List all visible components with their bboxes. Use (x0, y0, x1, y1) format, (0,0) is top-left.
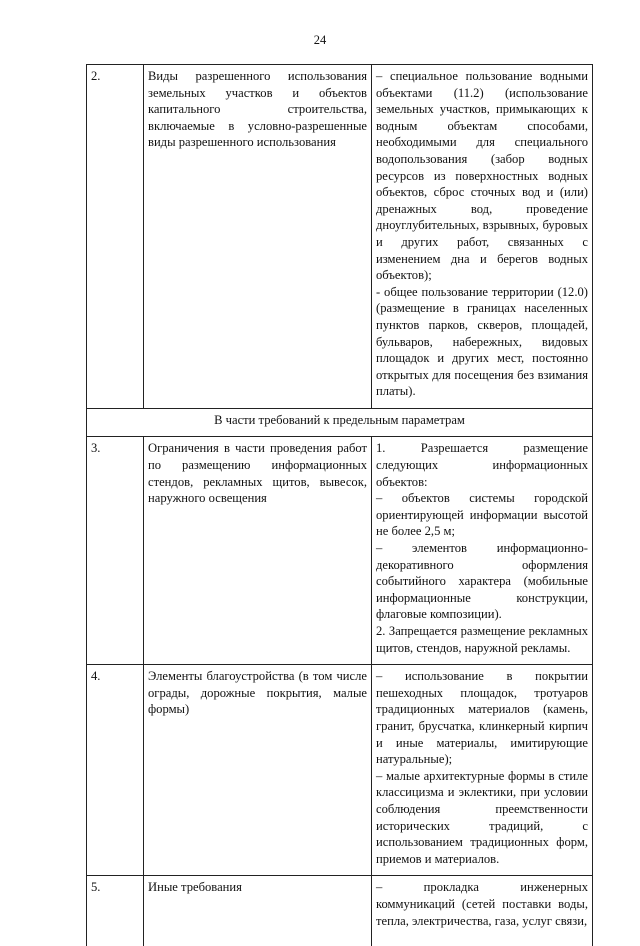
row-number: 3. (87, 437, 144, 665)
description-paragraph: – малые архитектурные формы в стиле классицизма и эклектики, при условии соблюдения преемственности исторических традиций, с использованием традиционных форм, приемов и материалов. (376, 768, 588, 866)
requirements-table (86, 64, 593, 946)
section-header-row (87, 408, 593, 437)
description-paragraph: 1. Разрешается размещение следующих информационных объектов: (376, 441, 588, 489)
table-row (87, 437, 593, 665)
page-number: 24 (313, 33, 327, 47)
requirement-description (372, 665, 593, 876)
requirement-description (372, 876, 593, 946)
description-paragraph: – специальное пользование водными объектами (11.2) (использование земельных участков, примыкающих к водным объектам способами, необходимыми для специального водопользования (забор водных ресурсов из поверхностных водных объектов, сброс сточных вод и (или) дренажных вод, проведение дноуглубительных, взрывных, буровых и других работ, связанных с изменением дна и берегов водных объектов); (376, 69, 588, 283)
requirement-name: Иные требования (144, 876, 372, 946)
description-paragraph: - общее пользование территории (12.0) (размещение в границах населенных пунктов парков, скверов, площадей, бульваров, набережных, видовых площадок и других мест, постоянно открытых для посещения без взимания платы). (376, 284, 588, 399)
description-paragraph: – использование в покрытии пешеходных площадок, тротуаров традиционных материалов (камень, гранит, брусчатка, клинкерный кирпич и иные материалы, имитирующие натуральные); (376, 669, 588, 767)
table-row (87, 665, 593, 876)
requirement-description (372, 437, 593, 665)
description-paragraph: – прокладка инженерных коммуникаций (сетей поставки воды, тепла, электричества, газа, услуг связи, (376, 880, 588, 928)
requirement-name: Элементы благоустройства (в том числе ограды, дорожные покрытия, малые формы) (144, 665, 372, 876)
row-number: 2. (87, 65, 144, 409)
description-paragraph: – объектов системы городской ориентирующей информации высотой не более 2,5 м; (376, 491, 588, 539)
table-row (87, 65, 593, 409)
row-number: 4. (87, 665, 144, 876)
section-header: В части требований к предельным параметрам (87, 408, 593, 437)
requirement-description (372, 65, 593, 409)
description-paragraph: – элементов информационно-декоративного оформления событийного характера (мобильные информационные конструкции, флаговые композиции). (376, 541, 588, 622)
table-row (87, 876, 593, 946)
row-number: 5. (87, 876, 144, 946)
description-paragraph: 2. Запрещается размещение рекламных щитов, стендов, наружной рекламы. (376, 624, 588, 655)
requirement-name: Виды разрешенного использования земельных участков и объектов капитального строительства, включаемые в условно-разрешенные виды разрешенного использования (144, 65, 372, 409)
requirement-name: Ограничения в части проведения работ по размещению информационных стендов, рекламных щитов, вывесок, наружного освещения (144, 437, 372, 665)
